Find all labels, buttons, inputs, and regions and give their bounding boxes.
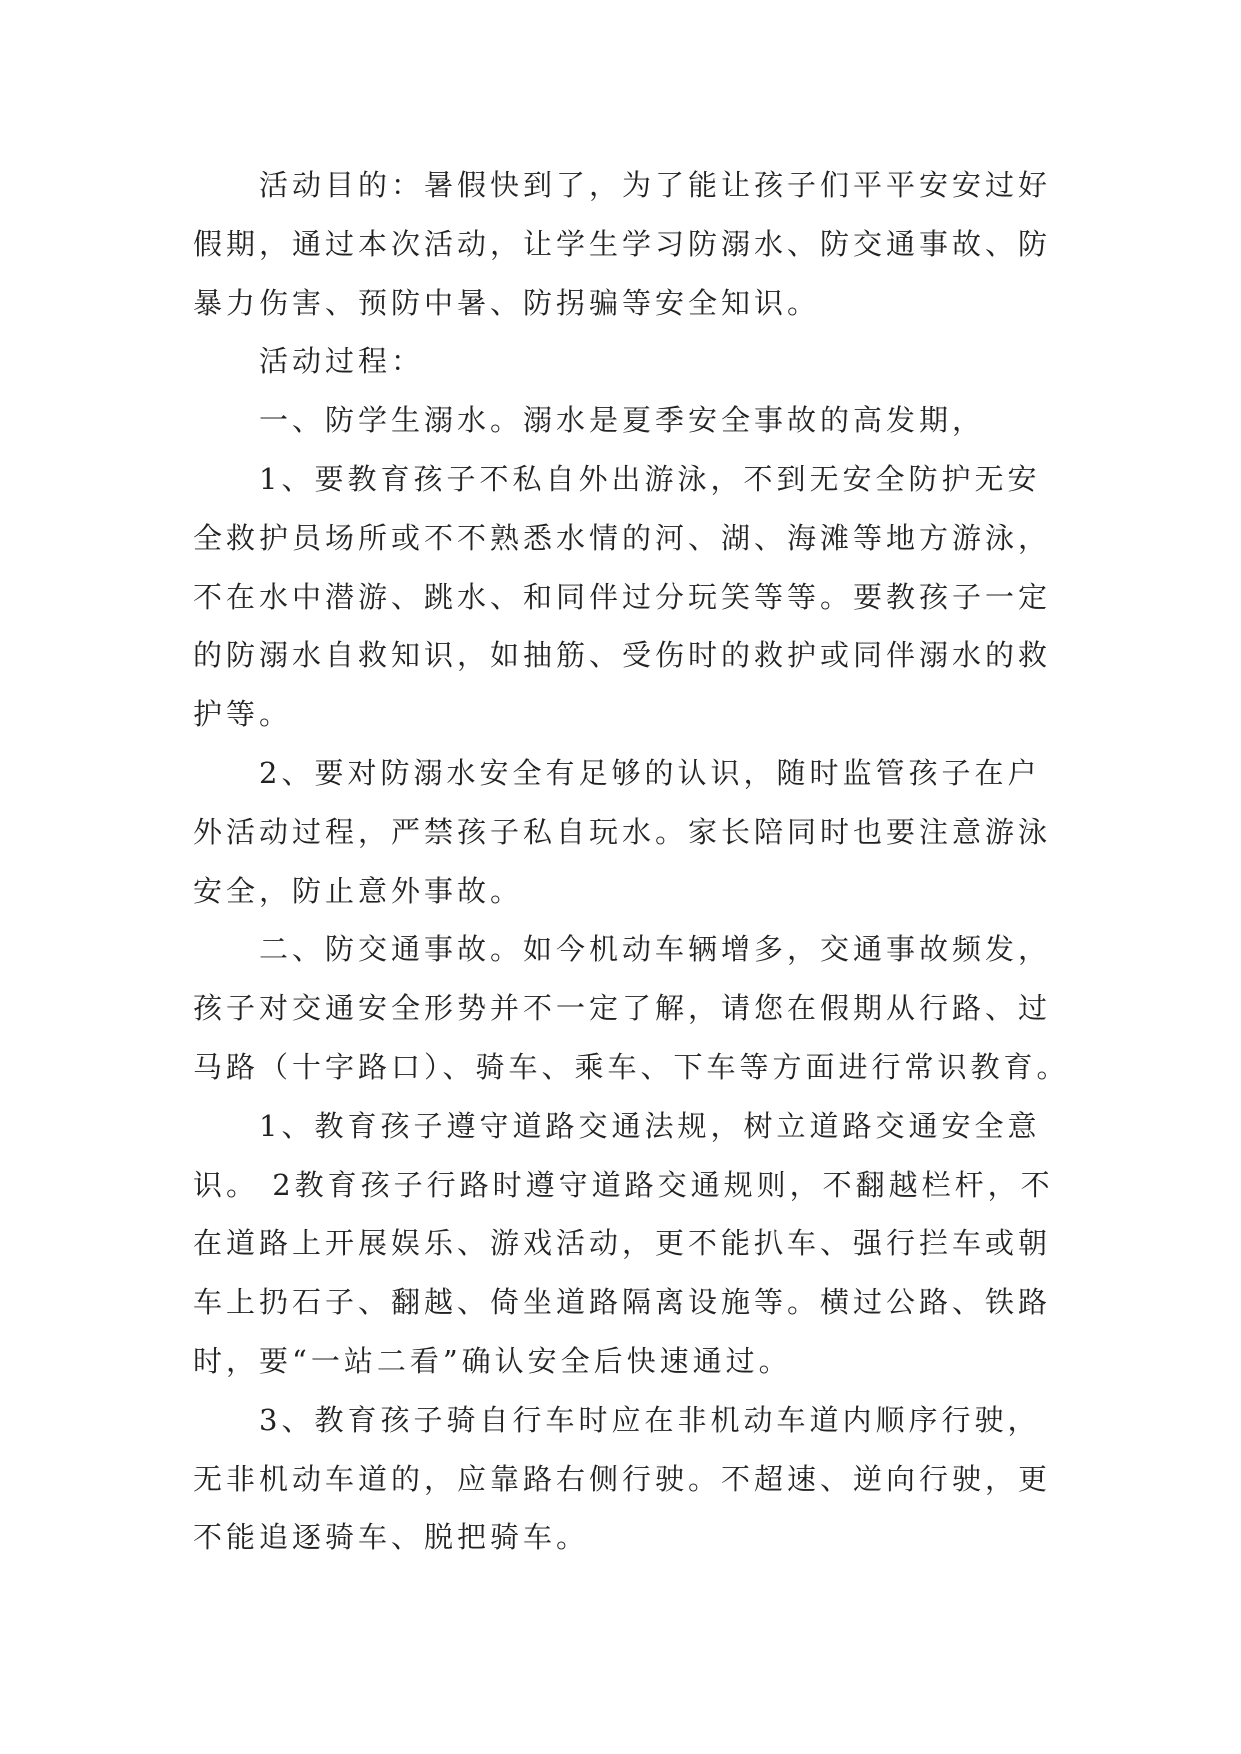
- text-line: 暴力伤害、预防中暑、防拐骗等安全知识。: [193, 285, 821, 320]
- text-line: 一、防学生溺水。溺水是夏季安全事故的高发期，: [259, 403, 986, 438]
- paragraph-activity-goal: [193, 156, 1093, 332]
- text-line: 假期，通过本次活动，让学生学习防溺水、防交通事故、防: [193, 226, 1052, 261]
- text-line: 不能追逐骑车、脱把骑车。: [193, 1520, 590, 1555]
- text-line: 1、要教育孩子不私自外出游泳，不到无安全防护无安: [259, 461, 1041, 496]
- text-line: 在道路上开展娱乐、游戏活动，更不能扒车、强行拦车或朝: [193, 1226, 1052, 1261]
- paragraph-activity-process: [193, 332, 1093, 391]
- document-body: [193, 156, 1093, 1567]
- text-line: 外活动过程，严禁孩子私自玩水。家长陪同时也要注意游泳: [193, 814, 1052, 849]
- text-line: 2、要对防溺水安全有足够的认识，随时监管孩子在户: [259, 755, 1041, 790]
- paragraph-section-one-heading: [193, 391, 1093, 450]
- text-line: 的防溺水自救知识，如抽筋、受伤时的救护或同伴溺水的救: [193, 638, 1052, 673]
- text-line: 活动过程：: [259, 344, 425, 379]
- paragraph-section-one-item-2: [193, 744, 1093, 920]
- text-line: 孩子对交通安全形势并不一定了解，请您在假期从行路、过: [193, 991, 1052, 1026]
- text-line: 识。 2教育孩子行路时遵守道路交通规则，不翻越栏杆，不: [193, 1167, 1054, 1202]
- text-line: 二、防交通事故。如今机动车辆增多，交通事故频发，: [259, 932, 1052, 967]
- text-line: 不在水中潜游、跳水、和同伴过分玩笑等等。要教孩子一定: [193, 579, 1052, 614]
- text-line: 时，要“一站二看”确认安全后快速通过。: [193, 1343, 792, 1378]
- paragraph-section-two-item-1: [193, 1097, 1093, 1391]
- text-line: 无非机动车道的，应靠路右侧行驶。不超速、逆向行驶，更: [193, 1461, 1052, 1496]
- paragraph-section-one-item-1: [193, 450, 1093, 744]
- text-line: 活动目的：暑假快到了，为了能让孩子们平平安安过好: [259, 168, 1052, 202]
- text-line: 车上扔石子、翻越、倚坐道路隔离设施等。横过公路、铁路: [193, 1285, 1052, 1320]
- text-line: 护等。: [193, 697, 293, 732]
- text-line: 安全，防止意外事故。: [193, 873, 524, 908]
- text-line: 马路（十字路口）、骑车、乘车、下车等方面进行常识教育。: [193, 1049, 1070, 1084]
- text-line: 全救护员场所或不不熟悉水情的河、湖、海滩等地方游泳，: [193, 520, 1052, 555]
- text-line: 3、教育孩子骑自行车时应在非机动车道内顺序行驶，: [259, 1402, 1041, 1437]
- text-line: 1、教育孩子遵守道路交通法规，树立道路交通安全意: [259, 1108, 1041, 1143]
- paragraph-section-two-item-3: [193, 1391, 1093, 1567]
- paragraph-section-two-heading: [193, 920, 1093, 1096]
